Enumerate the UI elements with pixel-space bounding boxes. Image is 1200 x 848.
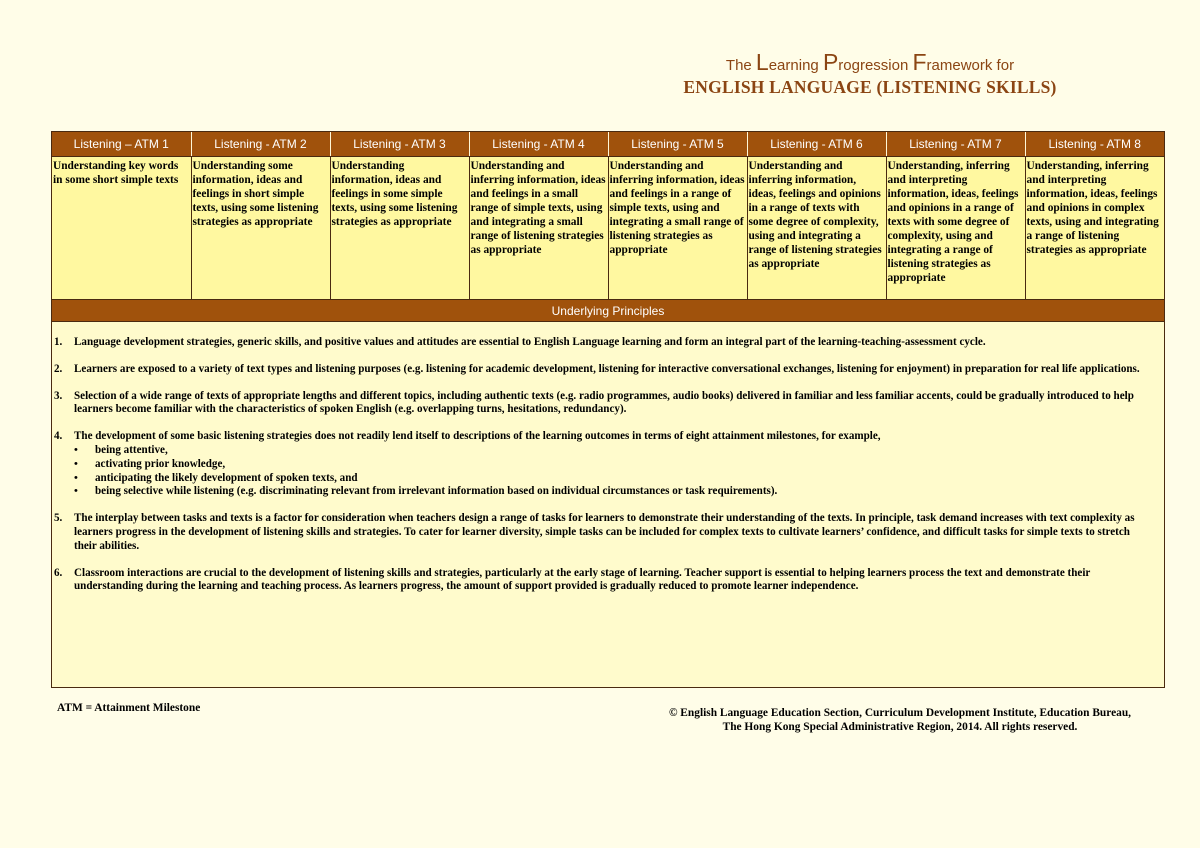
copyright-line-1: © English Language Education Section, Curriculum Development Institute, Education Bureau,	[668, 707, 1132, 719]
copyright-line-2: The Hong Kong Special Administrative Region, 2014. All rights reserved.	[722, 721, 1078, 733]
title-text-part: earning	[768, 57, 823, 74]
title-line-2: ENGLISH LANGUAGE (LISTENING SKILLS)	[683, 77, 1057, 97]
underlying-principles-header: Underlying Principles	[52, 299, 1164, 322]
atm-abbreviation-note: ATM = Attainment Milestone	[57, 702, 201, 714]
principle-number: 4.	[54, 430, 63, 443]
atm-5-header: Listening - ATM 5	[608, 132, 747, 157]
title-line-1	[660, 49, 1080, 76]
principle-item	[52, 390, 1152, 418]
atm-2-descriptor: Understanding some information, ideas and feelings in short simple texts, using some listening strategies as appropriate	[191, 157, 330, 300]
principle-bullet: • activating prior knowledge,	[74, 458, 1152, 472]
principle-text: Selection of a wide range of texts of appropriate lengths and different topics, including authentic texts (e.g. radio programmes, audio books) delivered in familiar and less familiar accents, could be gradually introduced to help learners become familiar with the characteristics of spoken English (e.g. overlapping turns, hesitations, redundancy).	[74, 389, 1134, 416]
principle-bullet: • being selective while listening (e.g. discriminating relevant from irrelevant information based on individual circumstances or task requirements).	[74, 485, 1152, 499]
atm-8-header: Listening - ATM 8	[1025, 132, 1164, 157]
principle-item	[52, 512, 1152, 553]
atm-5-descriptor: Understanding and inferring information, ideas and feelings in a range of simple texts, using and integrating a small range of listening strategies as appropriate	[608, 157, 747, 300]
title-initial-letter: P	[822, 49, 839, 75]
document-title	[660, 49, 1080, 98]
principle-text: Language development strategies, generic skills, and positive values and attitudes are essential to English Language learning and form an integral part of the learning-teaching-assessment cycle.	[74, 336, 986, 348]
principle-text: The development of some basic listening strategies does not readily lend itself to descriptions of the learning outcomes in terms of eight attainment milestones, for example,	[74, 430, 881, 443]
atm-2-header: Listening - ATM 2	[191, 132, 330, 157]
atm-6-descriptor: Understanding and inferring information, ideas, feelings and opinions in a range of texts with some degree of complexity, using and integrating a range of listening strategies as appropriate	[747, 157, 886, 300]
atm-7-descriptor: Understanding, inferring and interpreting information, ideas, feelings and opinions in a range of texts with some degree of complexity, using and integrating a range of listening strategies as appropriate	[886, 157, 1025, 300]
title-initial-letter: F	[912, 49, 927, 75]
principle-number: 6.	[54, 566, 63, 579]
framework-panel	[51, 131, 1165, 688]
principle-text: Learners are exposed to a variety of text types and listening purposes (e.g. listening for academic development, listening for interactive conversational exchanges, listening for enjoyment) in preparation for real life applications.	[74, 362, 1140, 375]
copyright-notice	[620, 706, 1180, 734]
atm-1-header: Listening – ATM 1	[52, 132, 191, 157]
principle-item	[52, 363, 1152, 377]
principles-list	[52, 336, 1152, 607]
atm-table	[52, 132, 1164, 299]
principle-bullet: • anticipating the likely development of spoken texts, and	[74, 472, 1152, 486]
principle-item	[52, 567, 1152, 595]
principle-number: 5.	[54, 512, 63, 525]
atm-3-descriptor: Understanding information, ideas and feelings in some simple texts, using some listening strategies as appropriate	[330, 157, 469, 300]
atm-8-descriptor: Understanding, inferring and interpreting information, ideas, feelings and opinions in complex texts, using and integrating a range of listening strategies as appropriate	[1025, 157, 1164, 300]
atm-descriptor-row	[52, 157, 1164, 300]
title-text-part: ramework for	[926, 57, 1015, 74]
principle-bullet: • being attentive,	[74, 444, 1152, 458]
principle-number: 1.	[54, 336, 63, 348]
principle-item	[52, 430, 1152, 499]
atm-6-header: Listening - ATM 6	[747, 132, 886, 157]
principle-number: 2.	[54, 362, 63, 375]
atm-3-header: Listening - ATM 3	[330, 132, 469, 157]
principle-number: 3.	[54, 389, 63, 402]
atm-4-header: Listening - ATM 4	[469, 132, 608, 157]
atm-7-header: Listening - ATM 7	[886, 132, 1025, 157]
atm-header-row	[52, 132, 1164, 157]
principle-text: The interplay between tasks and texts is a factor for consideration when teachers design a range of tasks for learners to demonstrate their understanding of the texts. In principle, task demand increases with text complexity as learners progress in the development of listening skills and strategies. To cater for learner diversity, simple tasks can be included for complex texts to cultivate learners’ confidence, and difficult tasks for simple texts to stretch their abilities.	[74, 512, 1135, 552]
title-text-part: The	[725, 57, 756, 74]
atm-1-descriptor: Understanding key words in some short simple texts	[52, 157, 191, 300]
title-initial-letter: L	[755, 49, 769, 75]
principle-text: Classroom interactions are crucial to the development of listening skills and strategies, particularly at the early stage of learning. Teacher support is essential to helping learners process the text and demonstrate their understanding during the learning and teaching process. As learners progress, the amount of support provided is gradually reduced to promote learner independence.	[74, 566, 1091, 593]
principle-bullet-list	[74, 444, 1152, 499]
title-text-part: rogression	[838, 57, 913, 74]
atm-4-descriptor: Understanding and inferring information, ideas and feelings in a small range of simple texts, using and integrating a small range of listening strategies as appropriate	[469, 157, 608, 300]
principle-item	[52, 336, 1152, 350]
